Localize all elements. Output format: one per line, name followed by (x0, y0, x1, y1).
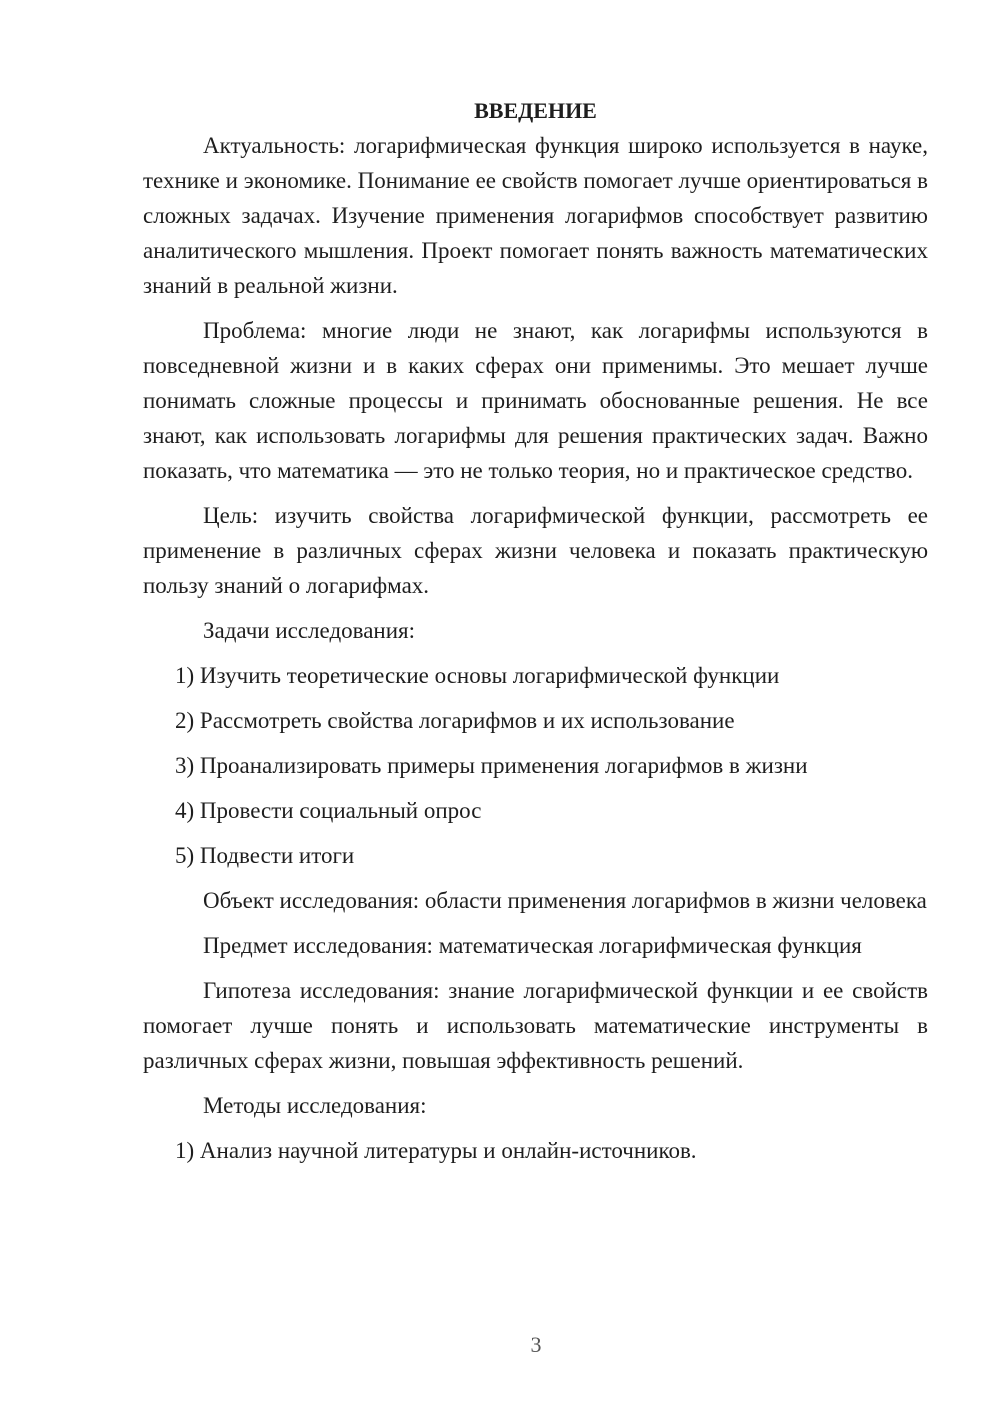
paragraph-object: Объект исследования: области применения логарифмов в жизни человека (203, 888, 927, 913)
document-page (143, 93, 928, 1178)
tasks-heading: Задачи исследования: (203, 618, 416, 643)
paragraph-problem: Проблема: многие люди не знают, как логарифмы используются в повседневной жизни и в каких сферах они применимы. Это мешает лучше понимать сложные процессы и принимать обоснованные решения. Не все знают, как использовать логарифмы для решения практических задач. Важно показать, что математика — это не только теория, но и практическое средство. (143, 318, 928, 483)
list-item: 1) Анализ научной литературы и онлайн-источников. (175, 1138, 697, 1163)
paragraph-hypothesis: Гипотеза исследования: знание логарифмической функции и ее свойств помогает лучше понять и использовать математические инструменты в различных сферах жизни, повышая эффективность решений. (143, 978, 928, 1073)
tasks-list (143, 658, 928, 873)
list-item: 4) Провести социальный опрос (175, 798, 482, 823)
list-item: 2) Рассмотреть свойства логарифмов и их использование (175, 708, 735, 733)
methods-heading: Методы исследования: (203, 1093, 427, 1118)
paragraph-relevance: Актуальность: логарифмическая функция широко используется в науке, технике и экономике. Понимание ее свойств помогает лучше ориентироваться в сложных задачах. Изучение применения логарифмов способствует развитию аналитического мышления. Проект помогает понять важность математических знаний в реальной жизни. (143, 133, 928, 298)
list-item: 5) Подвести итоги (175, 843, 355, 868)
page-title: ВВЕДЕНИЕ (474, 98, 597, 123)
methods-list (143, 1133, 928, 1168)
paragraph-goal: Цель: изучить свойства логарифмической функции, рассмотреть ее применение в различных сферах жизни человека и показать практическую пользу знаний о логарифмах. (143, 503, 928, 598)
list-item: 1) Изучить теоретические основы логарифмической функции (175, 663, 780, 688)
paragraph-subject: Предмет исследования: математическая логарифмическая функция (203, 933, 862, 958)
page-number: 3 (530, 1332, 542, 1357)
list-item: 3) Проанализировать примеры применения логарифмов в жизни (175, 753, 808, 778)
